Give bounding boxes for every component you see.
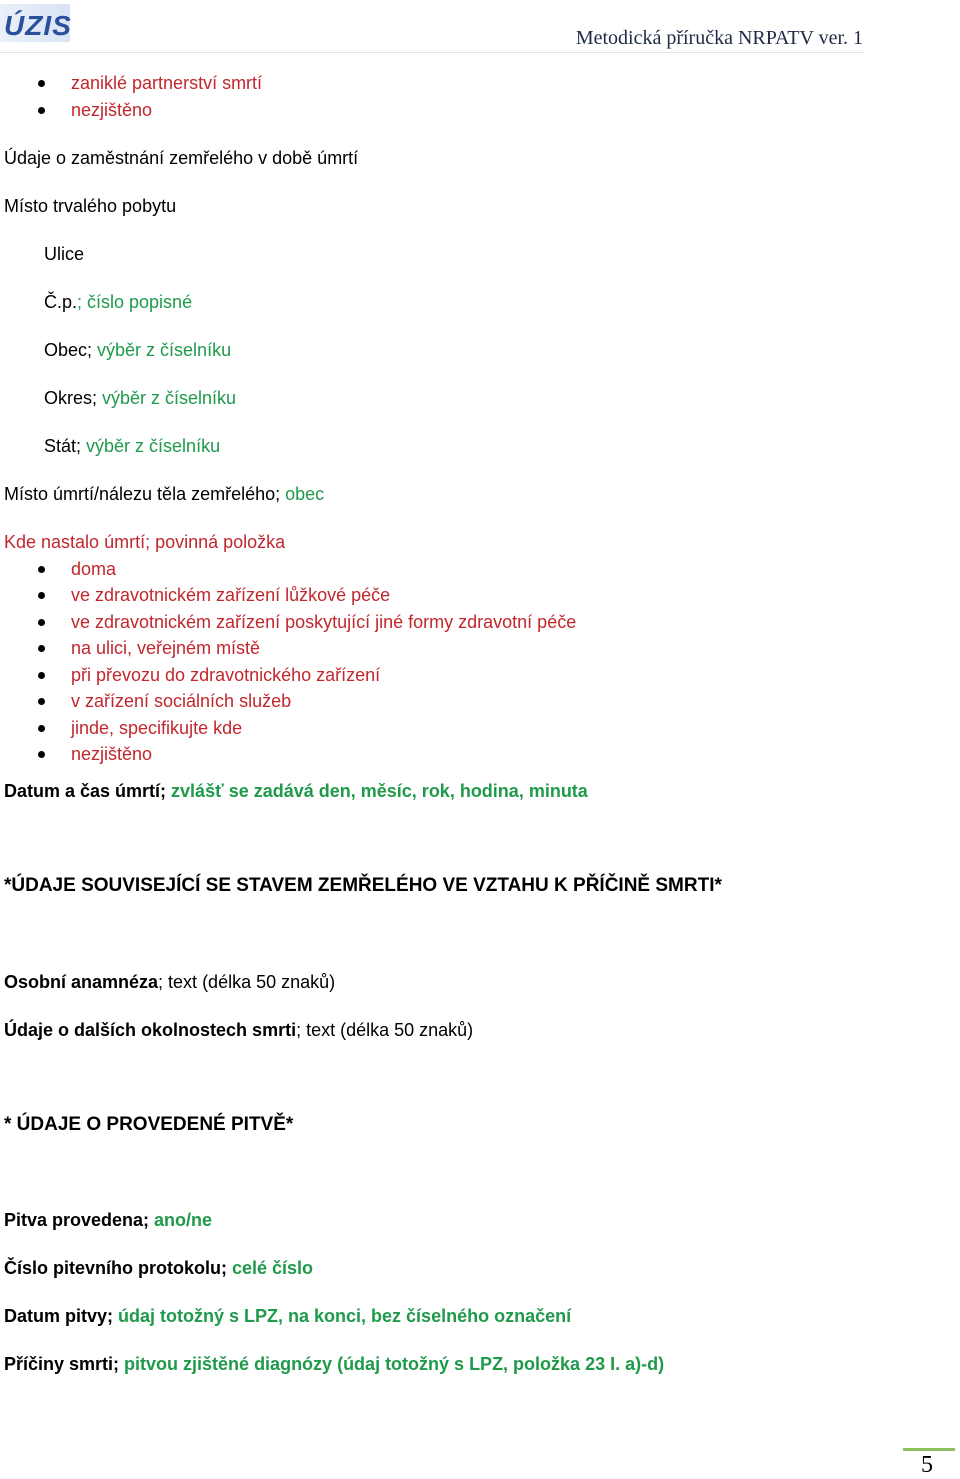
cp-value: ; číslo popisné <box>77 292 193 312</box>
stat-label: Stát; <box>44 436 82 456</box>
bullet-icon <box>38 751 45 758</box>
list-item: zaniklé partnerství smrtí <box>71 73 263 93</box>
stat-value: výběr z číselníku <box>81 436 221 456</box>
employment-label: Údaje o zaměstnání zemřelého v době úmrtí <box>4 148 359 168</box>
list-item: při převozu do zdravotnického zařízení <box>71 665 381 685</box>
street-label: Ulice <box>44 244 85 264</box>
obec-label: Obec; <box>44 340 93 360</box>
protokol-value: celé číslo <box>227 1258 314 1278</box>
okres-field <box>44 387 236 409</box>
residence-title: Místo trvalého pobytu <box>4 196 177 216</box>
bullet-icon <box>38 619 45 626</box>
priciny-label: Příčiny smrti; <box>4 1354 120 1374</box>
obec-value: výběr z číselníku <box>92 340 232 360</box>
anamneza-field <box>4 971 335 993</box>
okolnosti-value: ; text (délka 50 znaků) <box>296 1020 474 1040</box>
document-title: Metodická příručka NRPATV ver. 1 <box>575 27 863 49</box>
datum-pitvy-value: údaj totožný s LPZ, na konci, bez číselného označení <box>113 1306 572 1326</box>
datum-pitvy-field <box>4 1305 571 1327</box>
datetime-value: zvlášť se zadává den, měsíc, rok, hodina, minuta <box>166 781 588 801</box>
header-divider <box>0 52 864 53</box>
cp-label: Č.p. <box>44 292 78 312</box>
anamneza-label: Osobní anamnéza <box>4 972 159 992</box>
bullet-icon <box>38 672 45 679</box>
death-place-value: obec <box>280 484 325 504</box>
obec-field <box>44 339 231 361</box>
cp-field <box>44 291 192 313</box>
list-item: nezjištěno <box>71 744 153 764</box>
bullet-icon <box>38 592 45 599</box>
datetime-label: Datum a čas úmrtí; <box>4 781 167 801</box>
bullet-icon <box>38 725 45 732</box>
pitva-field <box>4 1209 212 1231</box>
death-place-label: Místo úmrtí/nálezu těla zemřelého; <box>4 484 281 504</box>
anamneza-value: ; text (délka 50 znaků) <box>158 972 336 992</box>
list-item: ve zdravotnickém zařízení lůžkové péče <box>71 585 391 605</box>
page-header <box>0 0 960 60</box>
okres-label: Okres; <box>44 388 98 408</box>
bullet-icon <box>38 645 45 652</box>
death-place-field <box>4 483 324 505</box>
list-item: jinde, specifikujte kde <box>71 718 243 738</box>
pitva-label: Pitva provedena; <box>4 1210 150 1230</box>
stat-field <box>44 435 220 457</box>
list-item: v zařízení sociálních služeb <box>71 691 292 711</box>
bullet-icon <box>38 80 45 87</box>
okres-value: výběr z číselníku <box>97 388 237 408</box>
priciny-field <box>4 1353 664 1375</box>
list-item: na ulici, veřejném místě <box>71 638 261 658</box>
okolnosti-label: Údaje o dalších okolnostech smrti <box>4 1020 297 1040</box>
section-heading-autopsy: * ÚDAJE O PROVEDENÉ PITVĚ* <box>4 1114 294 1135</box>
uzis-logo: ÚZIS <box>4 10 72 41</box>
bullet-icon <box>38 566 45 573</box>
where-died-label: Kde nastalo úmrtí; povinná položka <box>4 532 286 552</box>
list-item: nezjištěno <box>71 100 153 120</box>
list-item: doma <box>71 559 117 579</box>
pitva-value: ano/ne <box>149 1210 213 1230</box>
bullet-icon <box>38 107 45 114</box>
okolnosti-field <box>4 1019 473 1041</box>
protokol-field <box>4 1257 313 1279</box>
priciny-value: pitvou zjištěné diagnózy (údaj totožný s LPZ, položka 23 I. a)-d) <box>119 1354 665 1374</box>
footer-divider <box>903 1448 955 1451</box>
protokol-label: Číslo pitevního protokolu; <box>4 1258 227 1278</box>
datum-pitvy-label: Datum pitvy; <box>4 1306 114 1326</box>
section-heading-cause: *ÚDAJE SOUVISEJÍCÍ SE STAVEM ZEMŘELÉHO VE VZTAHU K PŘÍČINĚ SMRTI* <box>4 875 722 896</box>
page-number: 5 <box>921 1452 933 1478</box>
datetime-field <box>4 780 588 802</box>
bullet-icon <box>38 698 45 705</box>
list-item: ve zdravotnickém zařízení poskytující jiné formy zdravotní péče <box>71 612 577 632</box>
